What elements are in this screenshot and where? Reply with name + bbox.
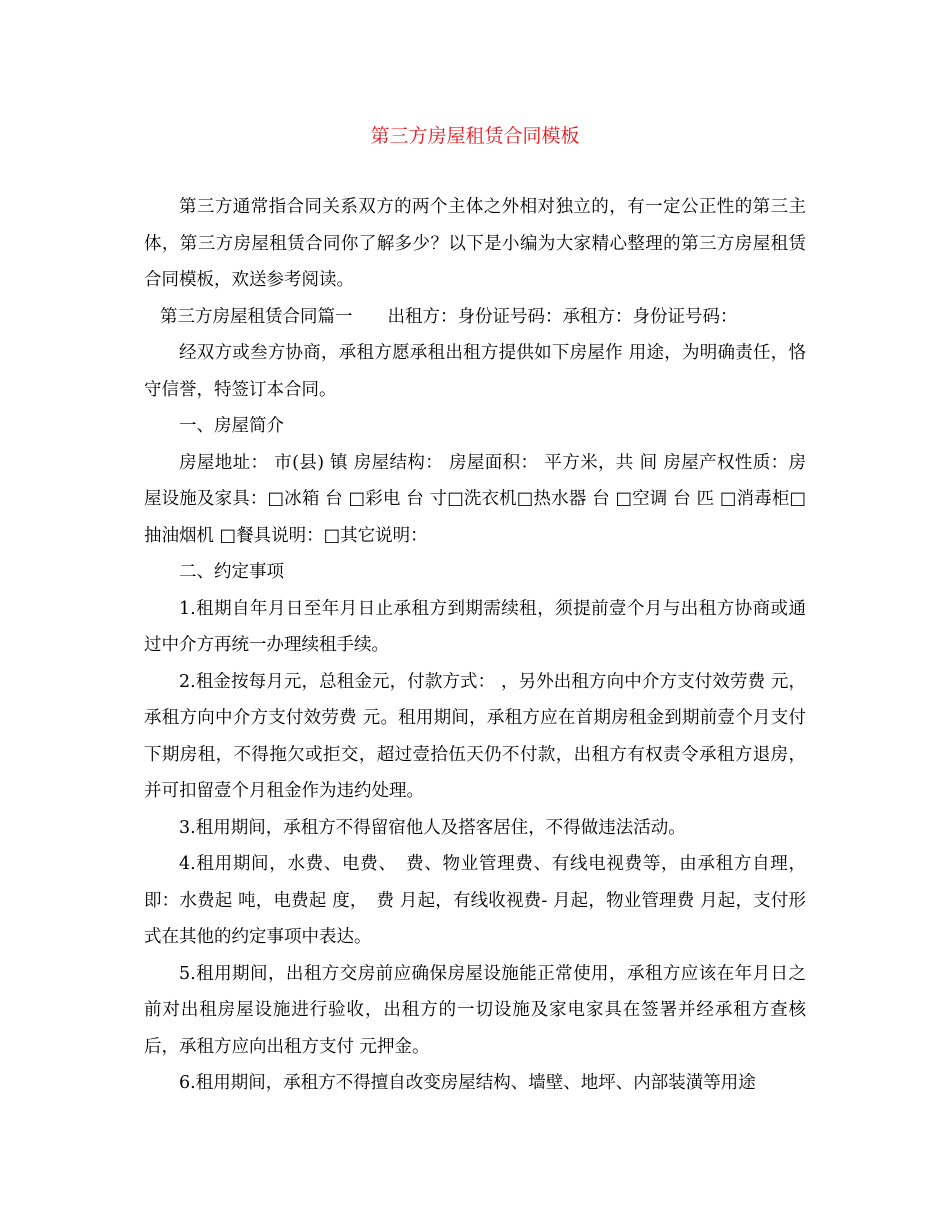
clause-6: 6.租用期间，承租方不得擅自改变房屋结构、墙壁、地坪、内部装潢等用途 (179, 1073, 756, 1093)
contract-parties-line: 第三方房屋租赁合同篇一 出租方：身份证号码：承租方：身份证号码： (160, 306, 738, 327)
clause-5: 5.租用期间，出租方交房前应确保房屋设施能正常使用，承租方应该在年月日之前对出租房屋设施进行验收，出租方的一切设施及家电家具在签署并经承租方查核后，承租方应向出租方支付 元押金。 (144, 963, 806, 1057)
section-heading-terms: 二、约定事项 (179, 562, 284, 582)
intro-paragraph: 第三方通常指合同关系双方的两个主体之外相对独立的，有一定公正性的第三主体，第三方房屋租赁合同你了解多少？以下是小编为大家精心整理的第三方房屋租赁合同模板，欢送参考阅读。 (144, 197, 806, 290)
document-body (144, 189, 806, 1102)
house-details-paragraph: 房屋地址： 市(县) 镇 房屋结构： 房屋面积： 平方米，共 间 房屋产权性质：房屋设施及家具：□冰箱 台 □彩电 台 寸□洗衣机□热水器 台 □空调 台 匹 □消毒柜□抽油烟机 □餐具说明：□其它说明： (144, 452, 806, 546)
clause-4: 4.租用期间，水费、电费、 费、物业管理费、有线电视费等，由承租方自理，即：水费起 吨，电费起 度， 费 月起，有线收视费- 月起，物业管理费 月起，支付形式在其他的约定事项中表达。 (144, 854, 806, 947)
clause-1: 1.租期自年月日至年月日止承租方到期需续租，须提前壹个月与出租方协商或通过中介方再统一办理续租手续。 (144, 598, 806, 655)
document-title: 第三方房屋租赁合同模板 (370, 125, 580, 147)
agreement-paragraph: 经双方或叁方协商，承租方愿承租出租方提供如下房屋作 用途，为明确责任，恪守信誉，特签订本合同。 (144, 343, 806, 400)
clause-3: 3.租用期间，承租方不得留宿他人及搭客居住，不得做违法活动。 (179, 817, 686, 838)
clause-2: 2.租金按每月元，总租金元，付款方式： ，另外出租方向中介方支付效劳费 元，承租方向中介方支付效劳费 元。租用期间，承租方应在首期房租金到期前壹个月支付下期房租，不得拖欠或拒交，超过壹拾伍天仍不付款，出租方有权责令承租方退房，并可扣留壹个月租金作为违约处理。 (144, 671, 806, 801)
section-heading-house-intro: 一、房屋简介 (179, 416, 284, 436)
